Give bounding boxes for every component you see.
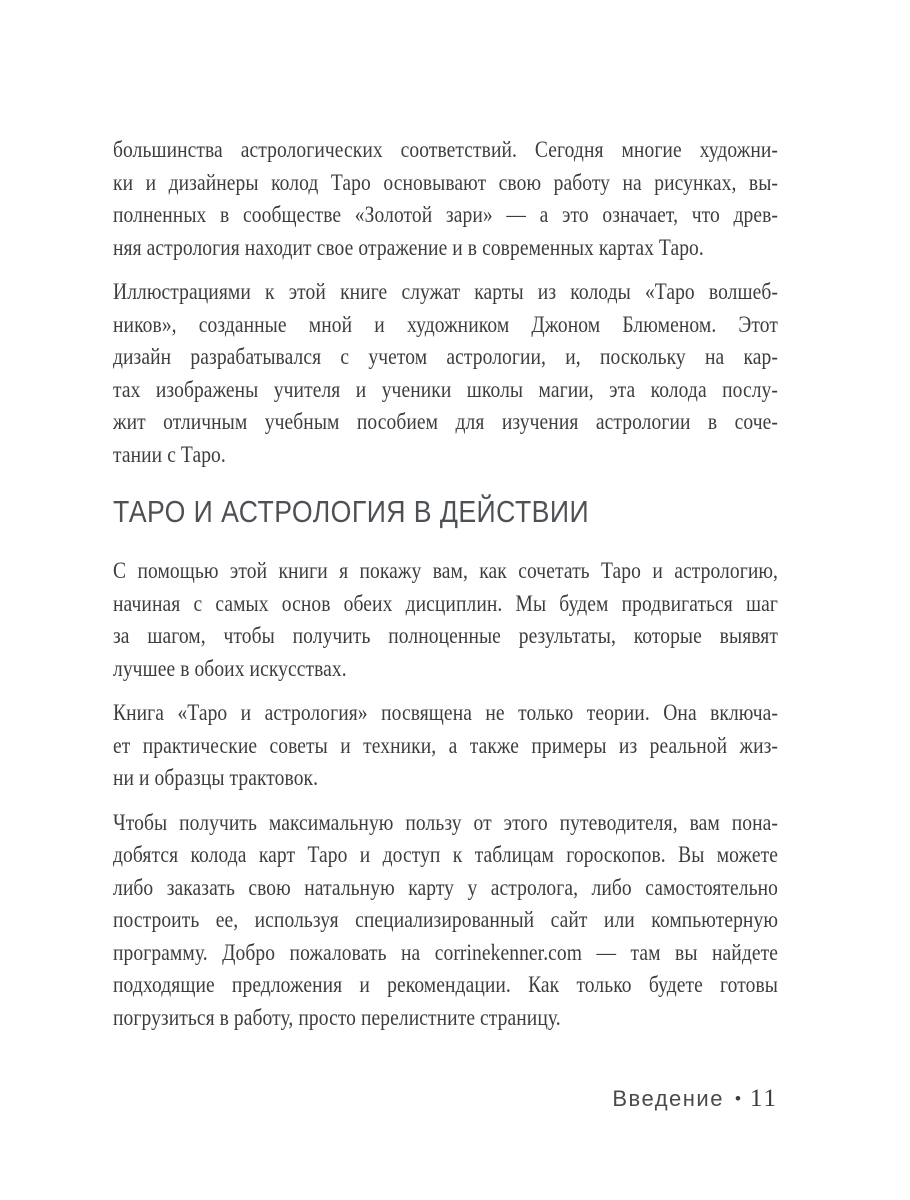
text-line: подходящие предложения и рекомендации. Как только будете готовы — [113, 972, 778, 998]
text-line: ет практические советы и техники, а также примеры из реальной жиз- — [113, 732, 778, 759]
text-line: Иллюстрациями к этой книге служат карты из колоды «Таро волшеб- — [113, 279, 778, 305]
text-line: программу. Добро пожаловать на corrinekenner.com — там вы найдете — [113, 939, 778, 966]
text-line: начиная с самых основ обеих дисциплин. Мы будем продвигаться шаг — [113, 590, 778, 617]
text-line: С помощью этой книги я покажу вам, как сочетать Таро и астрологию, — [113, 558, 778, 584]
text-line: либо заказать свою натальную карту у астролога, либо самостоятельно — [113, 874, 778, 901]
footer-page-number: 11 — [749, 1085, 778, 1112]
page-footer — [113, 1085, 778, 1113]
text-line: погрузиться в работу, просто перелистните страницу. — [113, 1004, 561, 1031]
footer-section-label: Введение — [612, 1086, 724, 1111]
text-line: Чтобы получить максимальную пользу от этого путеводителя, вам пона- — [113, 809, 778, 836]
text-line: тах изображены учителя и ученики школы магии, эта колода послу- — [113, 376, 778, 403]
text-line: ников», созданные мной и художником Джоном Блюменом. Этот — [113, 311, 778, 338]
section-heading: ТАРО И АСТРОЛОГИЯ В ДЕЙСТВИИ — [113, 494, 590, 529]
text-line: добятся колода карт Таро и доступ к таблицам гороскопов. Вы можете — [113, 842, 778, 868]
text-line: лучшее в обоих искусствах. — [113, 655, 347, 682]
text-line: большинства астрологических соответствий. Сегодня многие художни- — [113, 137, 778, 163]
text-line: няя астрология находит свое отражение и в современных картах Таро. — [113, 234, 704, 261]
text-line: тании с Таро. — [113, 441, 226, 468]
text-line: жит отличным учебным пособием для изучения астрологии в соче- — [113, 409, 778, 435]
text-line: Книга «Таро и астрология» посвящена не только теории. Она включа- — [113, 700, 778, 726]
text-line: построить ее, используя специализированный сайт или компьютерную — [113, 907, 778, 933]
text-line: за шагом, чтобы получить полноценные результаты, которые выявят — [113, 623, 778, 649]
paragraph — [113, 555, 778, 685]
text-line: ки и дизайнеры колод Таро основывают свою работу на рисунках, вы- — [113, 169, 778, 196]
page-content — [113, 134, 778, 1046]
text-line: ни и образцы трактовок. — [113, 765, 319, 791]
paragraph — [113, 697, 778, 795]
text-line: полненных в сообществе «Золотой зари» — а это означает, что древ- — [113, 202, 778, 228]
footer-bullet-separator: • — [734, 1089, 741, 1108]
paragraph — [113, 807, 778, 1035]
text-line: дизайн разрабатывался с учетом астрологии, и, поскольку на кар- — [113, 344, 778, 370]
paragraph — [113, 134, 778, 264]
paragraph — [113, 276, 778, 471]
